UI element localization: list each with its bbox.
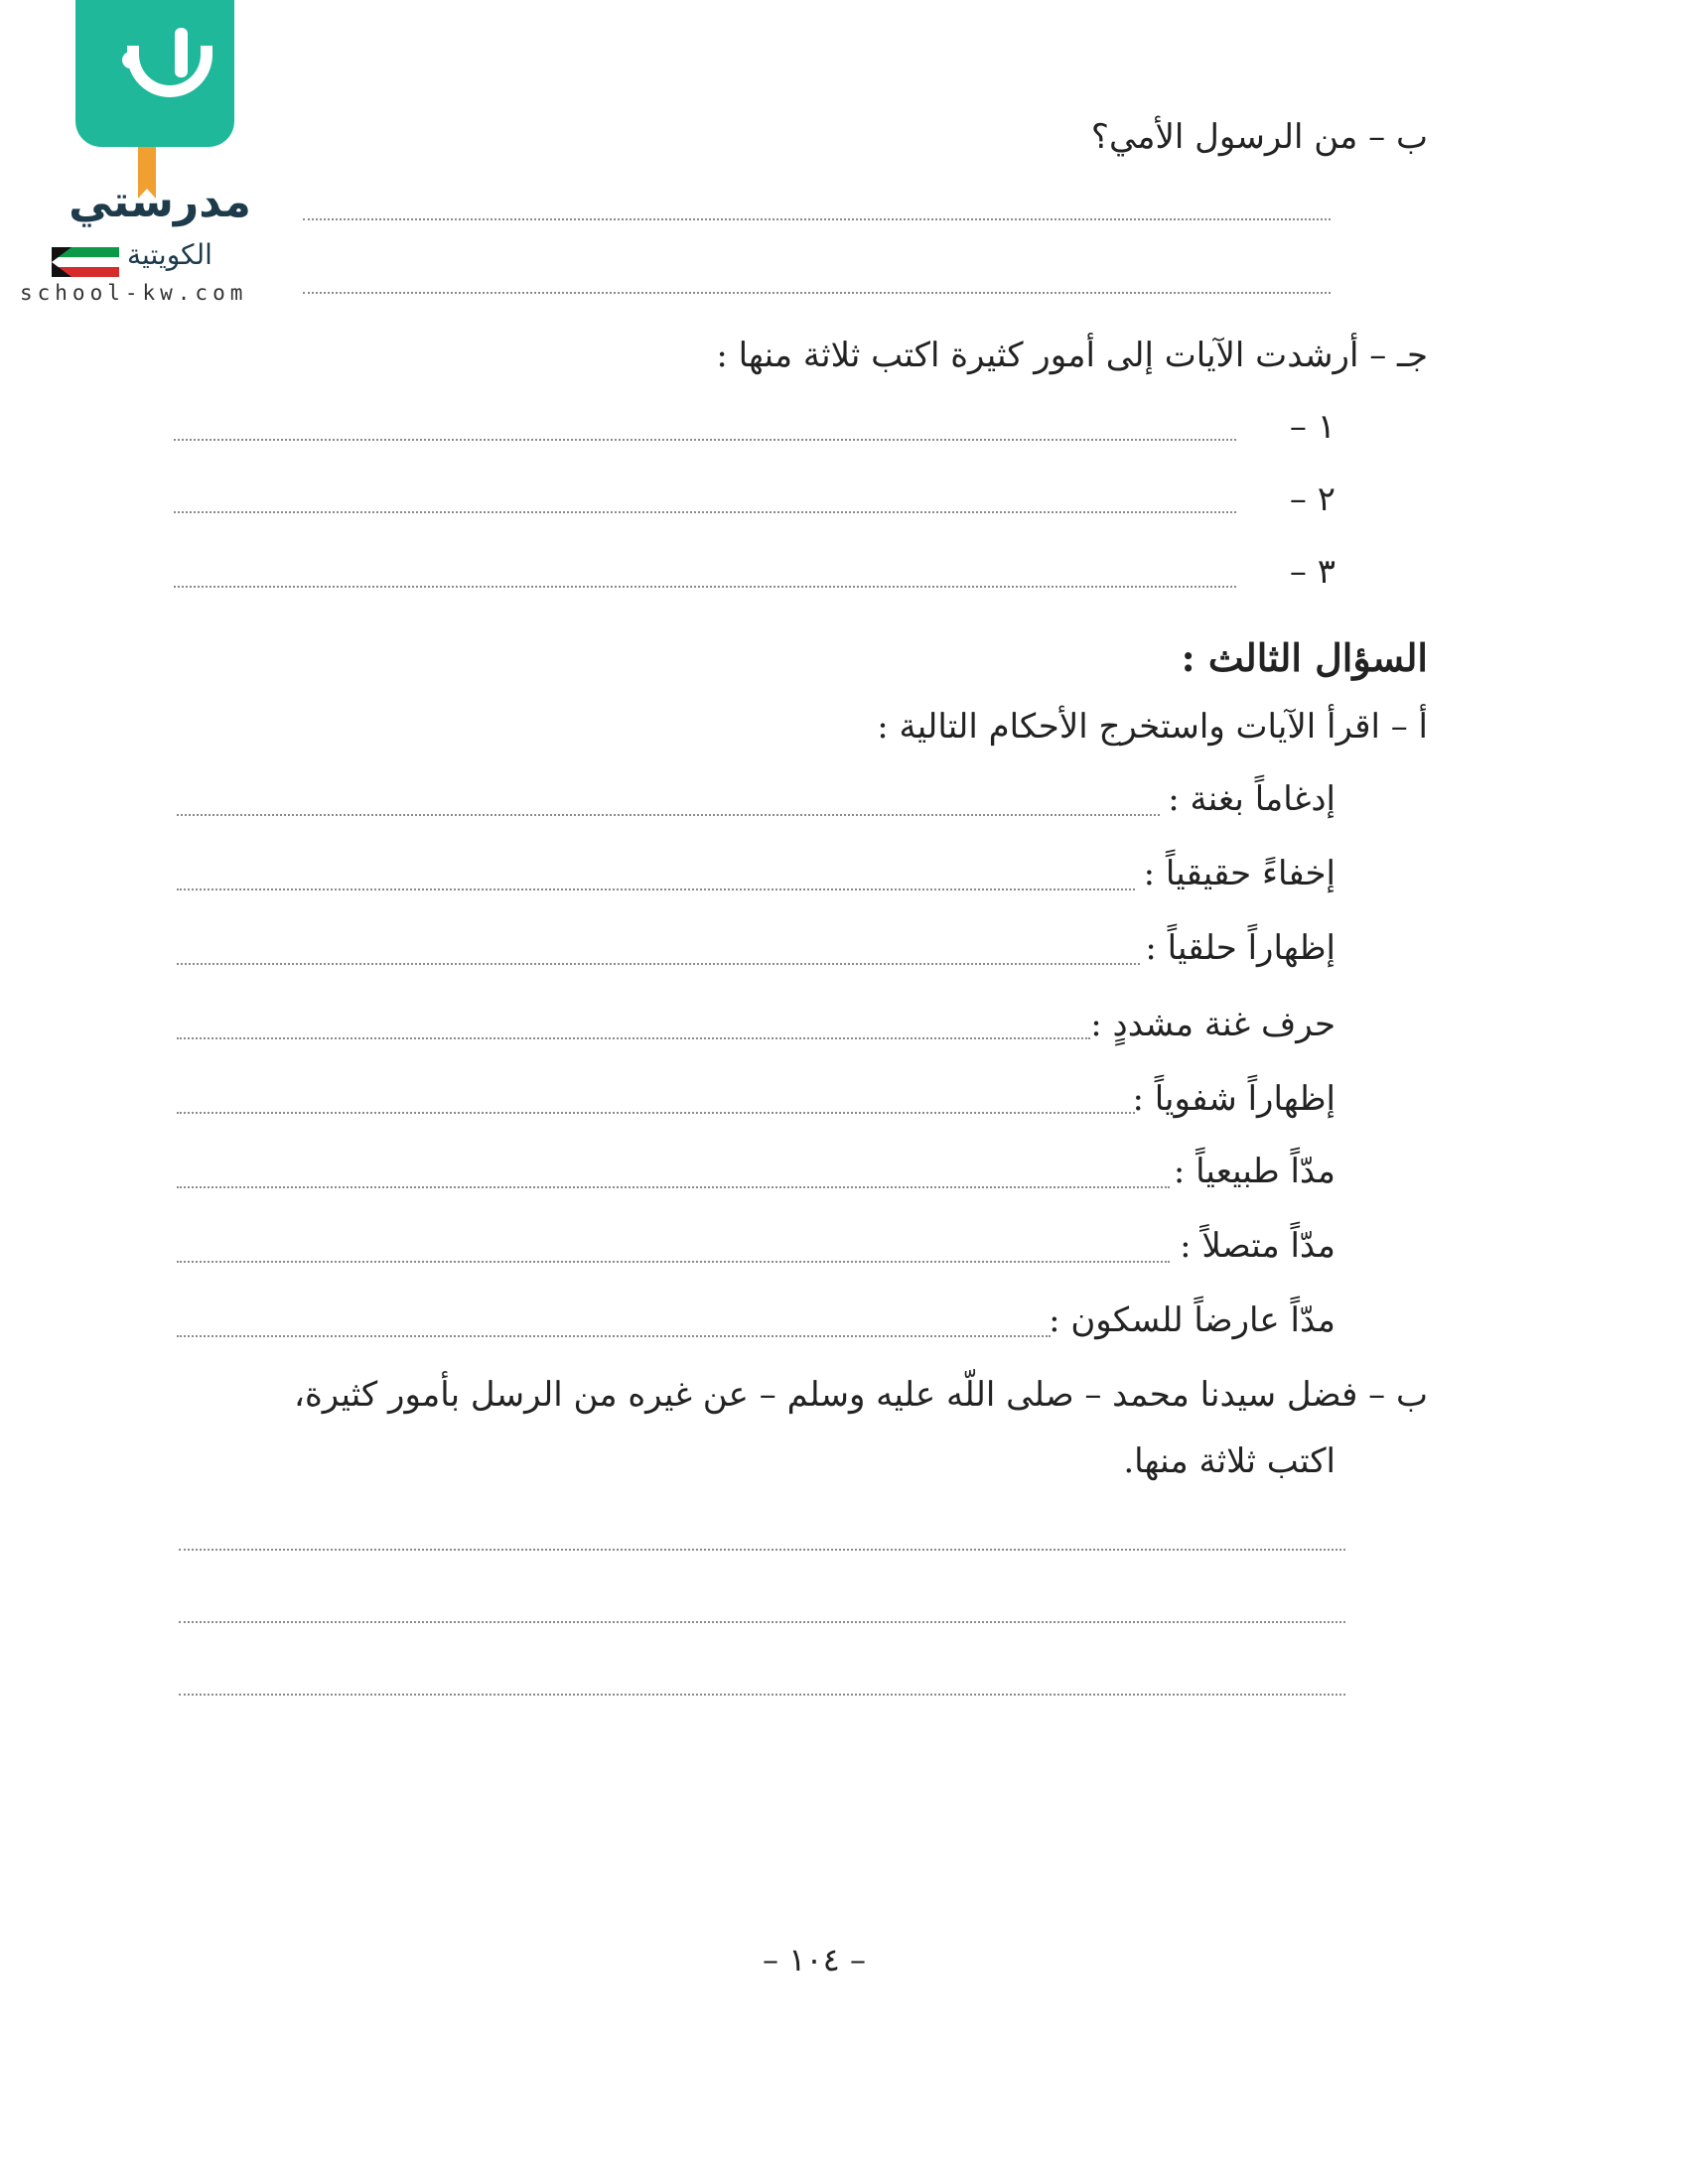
answer-line[interactable] xyxy=(177,1037,1090,1039)
question-3a: أ – اقرأ الآيات واستخرج الأحكام التالية : xyxy=(877,707,1428,747)
answer-line-1[interactable] xyxy=(174,439,1236,441)
rule-label: مدّاً طبيعياً : xyxy=(1173,1152,1336,1191)
question-3b-continued: اكتب ثلاثة منها. xyxy=(1123,1441,1336,1481)
question-2b: ب – من الرسول الأمي؟ xyxy=(1090,117,1428,157)
rule-label: إدغاماً بغنة : xyxy=(1168,779,1336,819)
item-number-2: ٢ – xyxy=(1289,479,1336,519)
answer-line[interactable] xyxy=(177,814,1160,816)
question-2c: جـ – أرشدت الآيات إلى أمور كثيرة اكتب ثلاثة منها : xyxy=(716,336,1428,375)
rule-label: حرف غنة مشددٍ : xyxy=(1090,1005,1336,1044)
rule-label: إظهاراً حلقياً : xyxy=(1145,928,1336,968)
question-3-heading: السؤال الثالث : xyxy=(1181,635,1428,680)
answer-line[interactable] xyxy=(177,888,1135,890)
answer-line[interactable] xyxy=(179,1621,1345,1623)
answer-line-3[interactable] xyxy=(174,586,1236,588)
book-icon xyxy=(75,0,234,147)
answer-line[interactable] xyxy=(177,963,1140,965)
rule-label: إخفاءً حقيقياً : xyxy=(1143,854,1336,893)
answer-line[interactable] xyxy=(177,1186,1170,1188)
question-3b: ب – فضل سيدنا محمد – صلى اللّه عليه وسلم – عن غيره من الرسل بأمور كثيرة، xyxy=(293,1375,1428,1415)
answer-line[interactable] xyxy=(303,218,1331,220)
answer-line[interactable] xyxy=(303,292,1331,294)
school-logo xyxy=(18,0,306,303)
page-number: – ١٠٤ – xyxy=(763,1941,866,1979)
logo-subtitle: الكويتية xyxy=(127,238,212,271)
logo-name: مدرستي xyxy=(69,177,251,227)
rule-label: إظهاراً شفوياً : xyxy=(1132,1079,1336,1119)
item-number-1: ١ – xyxy=(1289,407,1336,447)
logo-url: school-kw.com xyxy=(20,281,248,305)
answer-line[interactable] xyxy=(177,1335,1051,1337)
answer-line-2[interactable] xyxy=(174,511,1236,513)
rule-label: مدّاً متصلاً : xyxy=(1180,1226,1336,1266)
answer-line[interactable] xyxy=(177,1112,1135,1114)
answer-line[interactable] xyxy=(179,1549,1345,1551)
kuwait-flag-icon xyxy=(52,247,119,277)
rule-label: مدّاً عارضاً للسكون : xyxy=(1049,1300,1336,1340)
item-number-3: ٣ – xyxy=(1289,552,1336,592)
answer-line[interactable] xyxy=(179,1694,1345,1696)
answer-line[interactable] xyxy=(177,1261,1170,1263)
